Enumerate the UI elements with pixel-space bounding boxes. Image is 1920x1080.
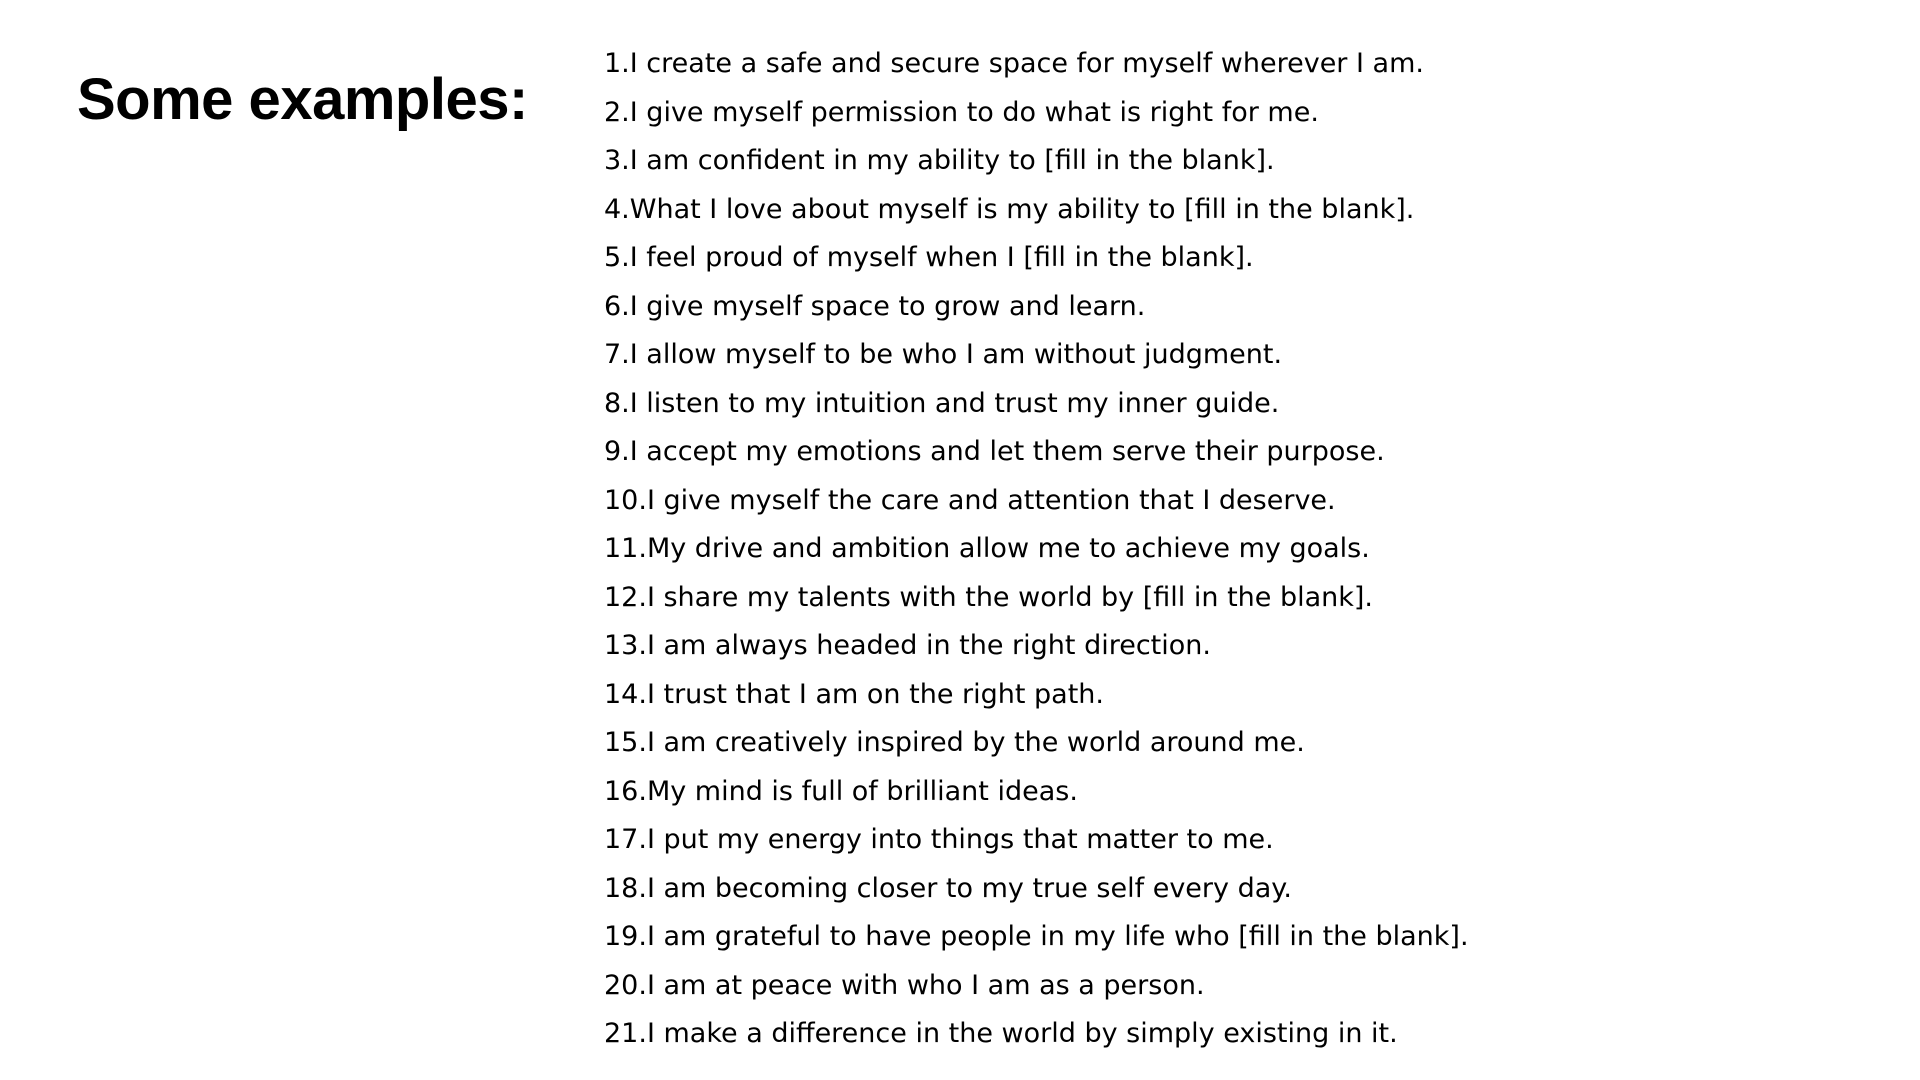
list-item: 12.I share my talents with the world by [fill in the blank]. [604,581,1374,613]
list-item: 14.I trust that I am on the right path. [604,678,1105,710]
slide-heading: Some examples: [77,67,528,132]
examples-list [604,40,1469,1059]
list-item: 18.I am becoming closer to my true self every day. [604,872,1292,904]
list-item: 5.I feel proud of myself when I [fill in the blank]. [604,242,1254,273]
list-item: 9.I accept my emotions and let them serve their purpose. [604,436,1385,467]
list-item: 3.I am confident in my ability to [fill in the blank]. [604,145,1275,176]
list-item: 4.What I love about myself is my ability to [fill in the blank]. [604,193,1415,225]
list-item: 13.I am always headed in the right direction. [604,630,1211,661]
list-item: 10.I give myself the care and attention that I deserve. [604,484,1336,516]
list-item: 8.I listen to my intuition and trust my inner guide. [604,387,1280,419]
list-item: 11.My drive and ambition allow me to achieve my goals. [604,533,1370,564]
list-item: 21.I make a difference in the world by simply existing in it. [604,1018,1398,1049]
list-item: 17.I put my energy into things that matter to me. [604,824,1274,855]
list-item: 7.I allow myself to be who I am without judgment. [604,339,1283,370]
list-item: 20.I am at peace with who I am as a person. [604,969,1205,1001]
list-item: 19.I am grateful to have people in my life who [fill in the blank]. [604,921,1469,952]
list-item: 6.I give myself space to grow and learn. [604,290,1146,322]
list-item: 2.I give myself permission to do what is right for me. [604,96,1319,128]
list-item: 15.I am creatively inspired by the world around me. [604,727,1305,758]
list-item: 1.I create a safe and secure space for myself wherever I am. [604,48,1424,79]
list-item: 16.My mind is full of brilliant ideas. [604,775,1078,807]
